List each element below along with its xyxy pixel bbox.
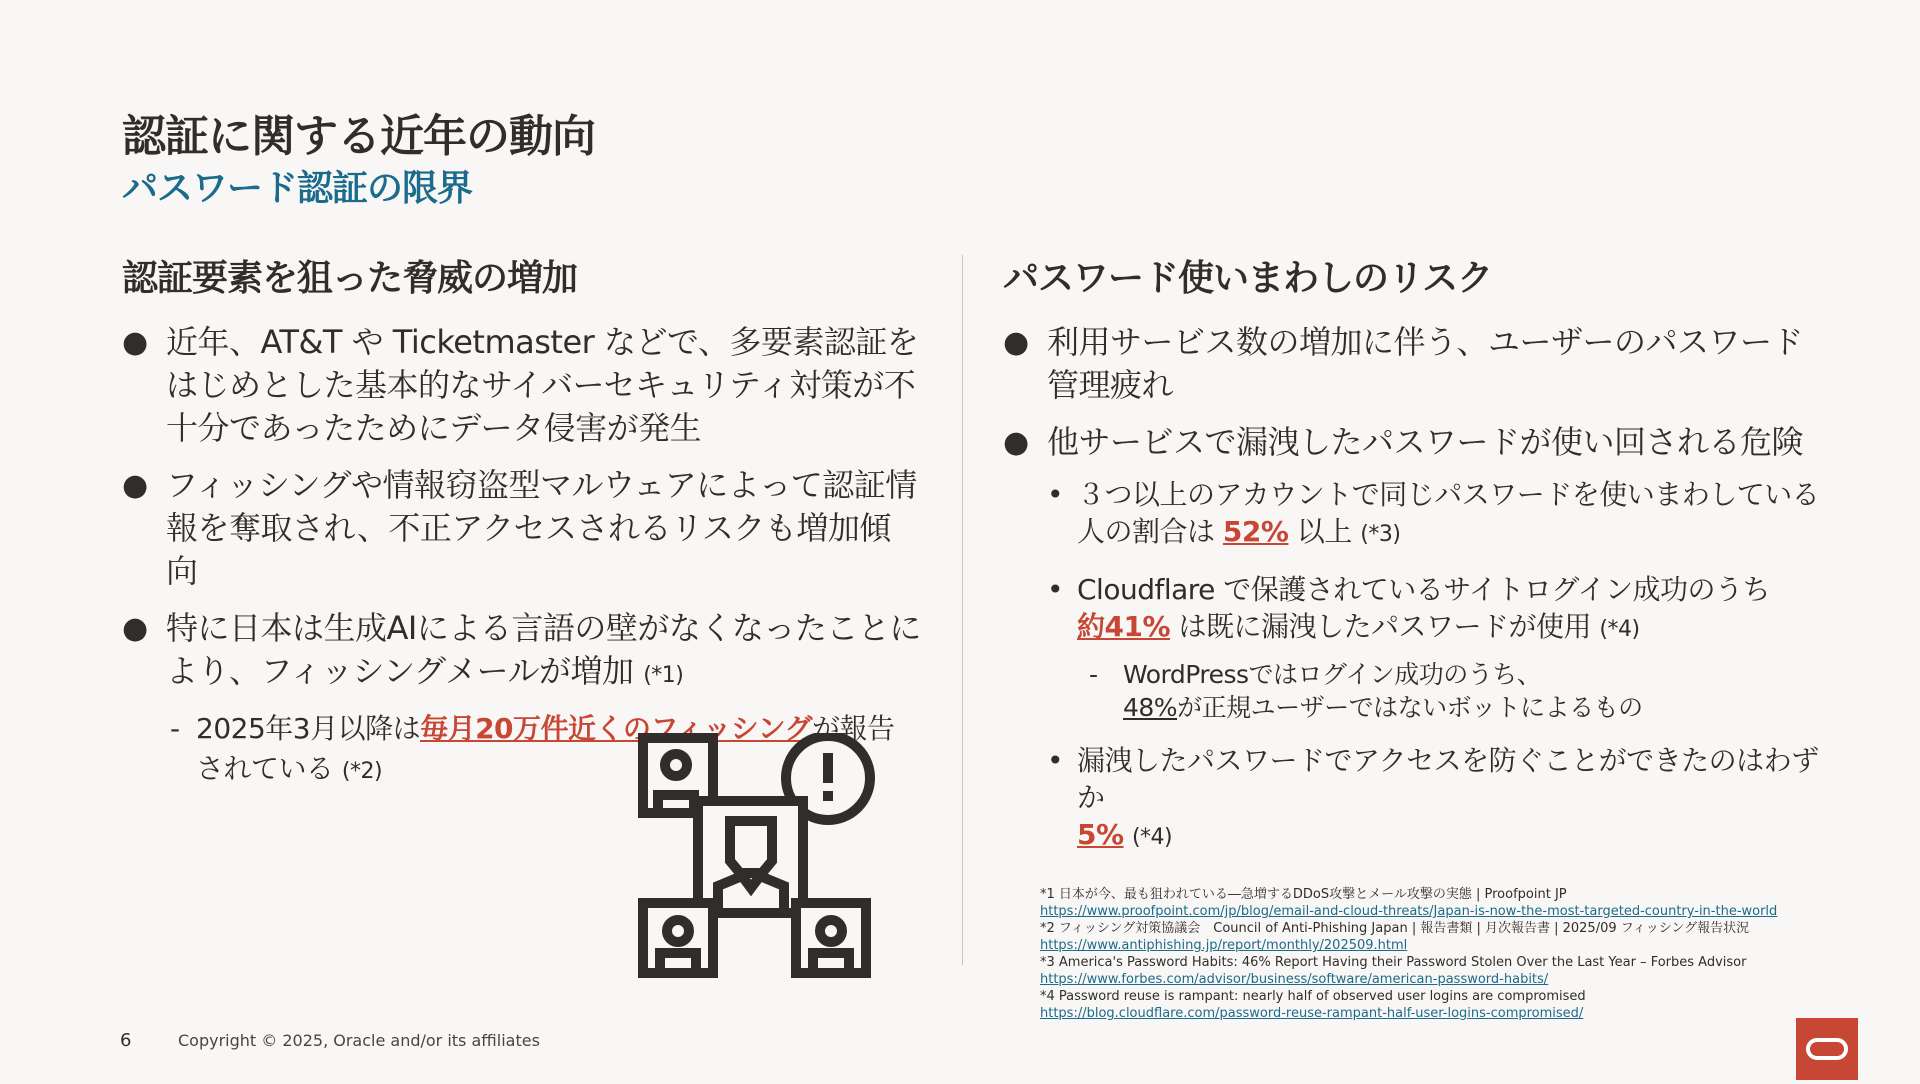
highlight-52-percent: 52% [1222,515,1289,548]
page-number: 6 [120,1030,132,1051]
reference-1-title: *1 日本が今、最も狙われている―急増するDDoS攻撃とメール攻撃の実態 | Proofpoint JP [1040,887,1567,902]
right-heading: パスワード使いまわしのリスク [1003,258,1493,299]
references [1040,886,1777,1022]
list-item: ● 利用サービス数の増加に伴う、ユーザーのパスワード管理疲れ [1003,323,1804,404]
sub-sub-list [1077,658,1823,724]
sub-list-item: • ３つ以上のアカウントで同じパスワードを使いまわしている人の割合は 52% 以上 (*3) [1047,478,1820,548]
list-item: ● フィッシングや情報窃盗型マルウェアによって認証情報を奪取され、不正アクセスされるリスクも増加傾向 [122,466,917,590]
page-title: 認証に関する近年の動向 [122,111,595,162]
reference-3-title: *3 America's Password Habits: 46% Report Having their Password Stolen Over the Last Year – Forbes Advisor [1040,955,1747,970]
highlight-41-percent: 約41% [1077,610,1171,643]
left-bullet-list [122,321,922,792]
reference-4-link[interactable]: https://blog.cloudflare.com/password-reuse-rampant-half-user-logins-compromised/ [1040,1006,1584,1021]
identity-alert-icon [638,733,876,978]
column-divider [962,255,963,965]
sub-list-item: • Cloudflare で保護されているサイトログイン成功のうち 約41% は既に漏洩したパスワードが使用 (*4) - WordPressではログイン成功のうち、 48%が正規ユーザーではないボットによるもの [1047,571,1823,724]
list-item: ● 近年、AT&T や Ticketmaster などで、多要素認証をはじめとした基本的なサイバーセキュリティ対策が不十分であったためにデータ侵害が発生 [122,323,919,447]
left-column [122,250,922,806]
reference-1-link[interactable]: https://www.proofpoint.com/jp/blog/email-and-cloud-threats/Japan-is-now-the-most-targeted-country-in-the-world [1040,904,1778,919]
oracle-logo-icon [1796,1018,1858,1080]
right-bullet-list [1003,321,1823,856]
sub-list-item: - 2025年3月以降は毎月20万件近くのフィッシングが報告されている (*2) [170,712,895,785]
copyright: Copyright © 2025, Oracle and/or its affiliates [178,1031,540,1050]
highlight-5-percent: 5% [1077,818,1124,851]
sub-sub-list-item: - WordPressではログイン成功のうち、 48%が正規ユーザーではないボットによるもの [1089,660,1643,722]
sub-list-item: • 漏洩したパスワードでアクセスを防ぐことができたのはわずか 5% (*4) [1047,744,1819,851]
reference-4-title: *4 Password reuse is rampant: nearly half of observed user logins are compromised [1040,989,1586,1004]
reference-3-link[interactable]: https://www.forbes.com/advisor/business/software/american-password-habits/ [1040,972,1549,987]
page-subtitle: パスワード認証の限界 [122,168,473,209]
left-heading: 認証要素を狙った脅威の増加 [122,258,578,299]
list-item: ● 特に日本は生成AIによる言語の壁がなくなったことにより、フィッシングメールが増加 (*1) - 2025年3月以降は毎月20万件近くのフィッシングが報告されている (*2) [122,607,922,792]
reference-2-link[interactable]: https://www.antiphishing.jp/report/monthly/202509.html [1040,938,1408,953]
sub-list [1047,476,1823,856]
list-item: ● 他サービスで漏洩したパスワードが使い回される危険 • ３つ以上のアカウントで同じパスワードを使いまわしている人の割合は 52% 以上 (*3) • Cloudflare で保護されているサイトログイン成功のうち 約41% は既に漏洩したパスワードが使用 (*4) - WordPressではログイン成功のうち、 48%が正規ユーザーではないボットによるもの • 漏洩したパスワードでアクセスを防ぐことができたのはわずか 5% (*4) [1003,421,1823,856]
reference-2-title: *2 フィッシング対策協議会 Council of Anti-Phishing Japan | 報告書類 | 月次報告書 | 2025/09 フィッシング報告状況 [1040,921,1750,936]
highlight-phishing-count: 毎月20万件近くのフィッシング [420,712,813,745]
right-column [1003,250,1823,874]
